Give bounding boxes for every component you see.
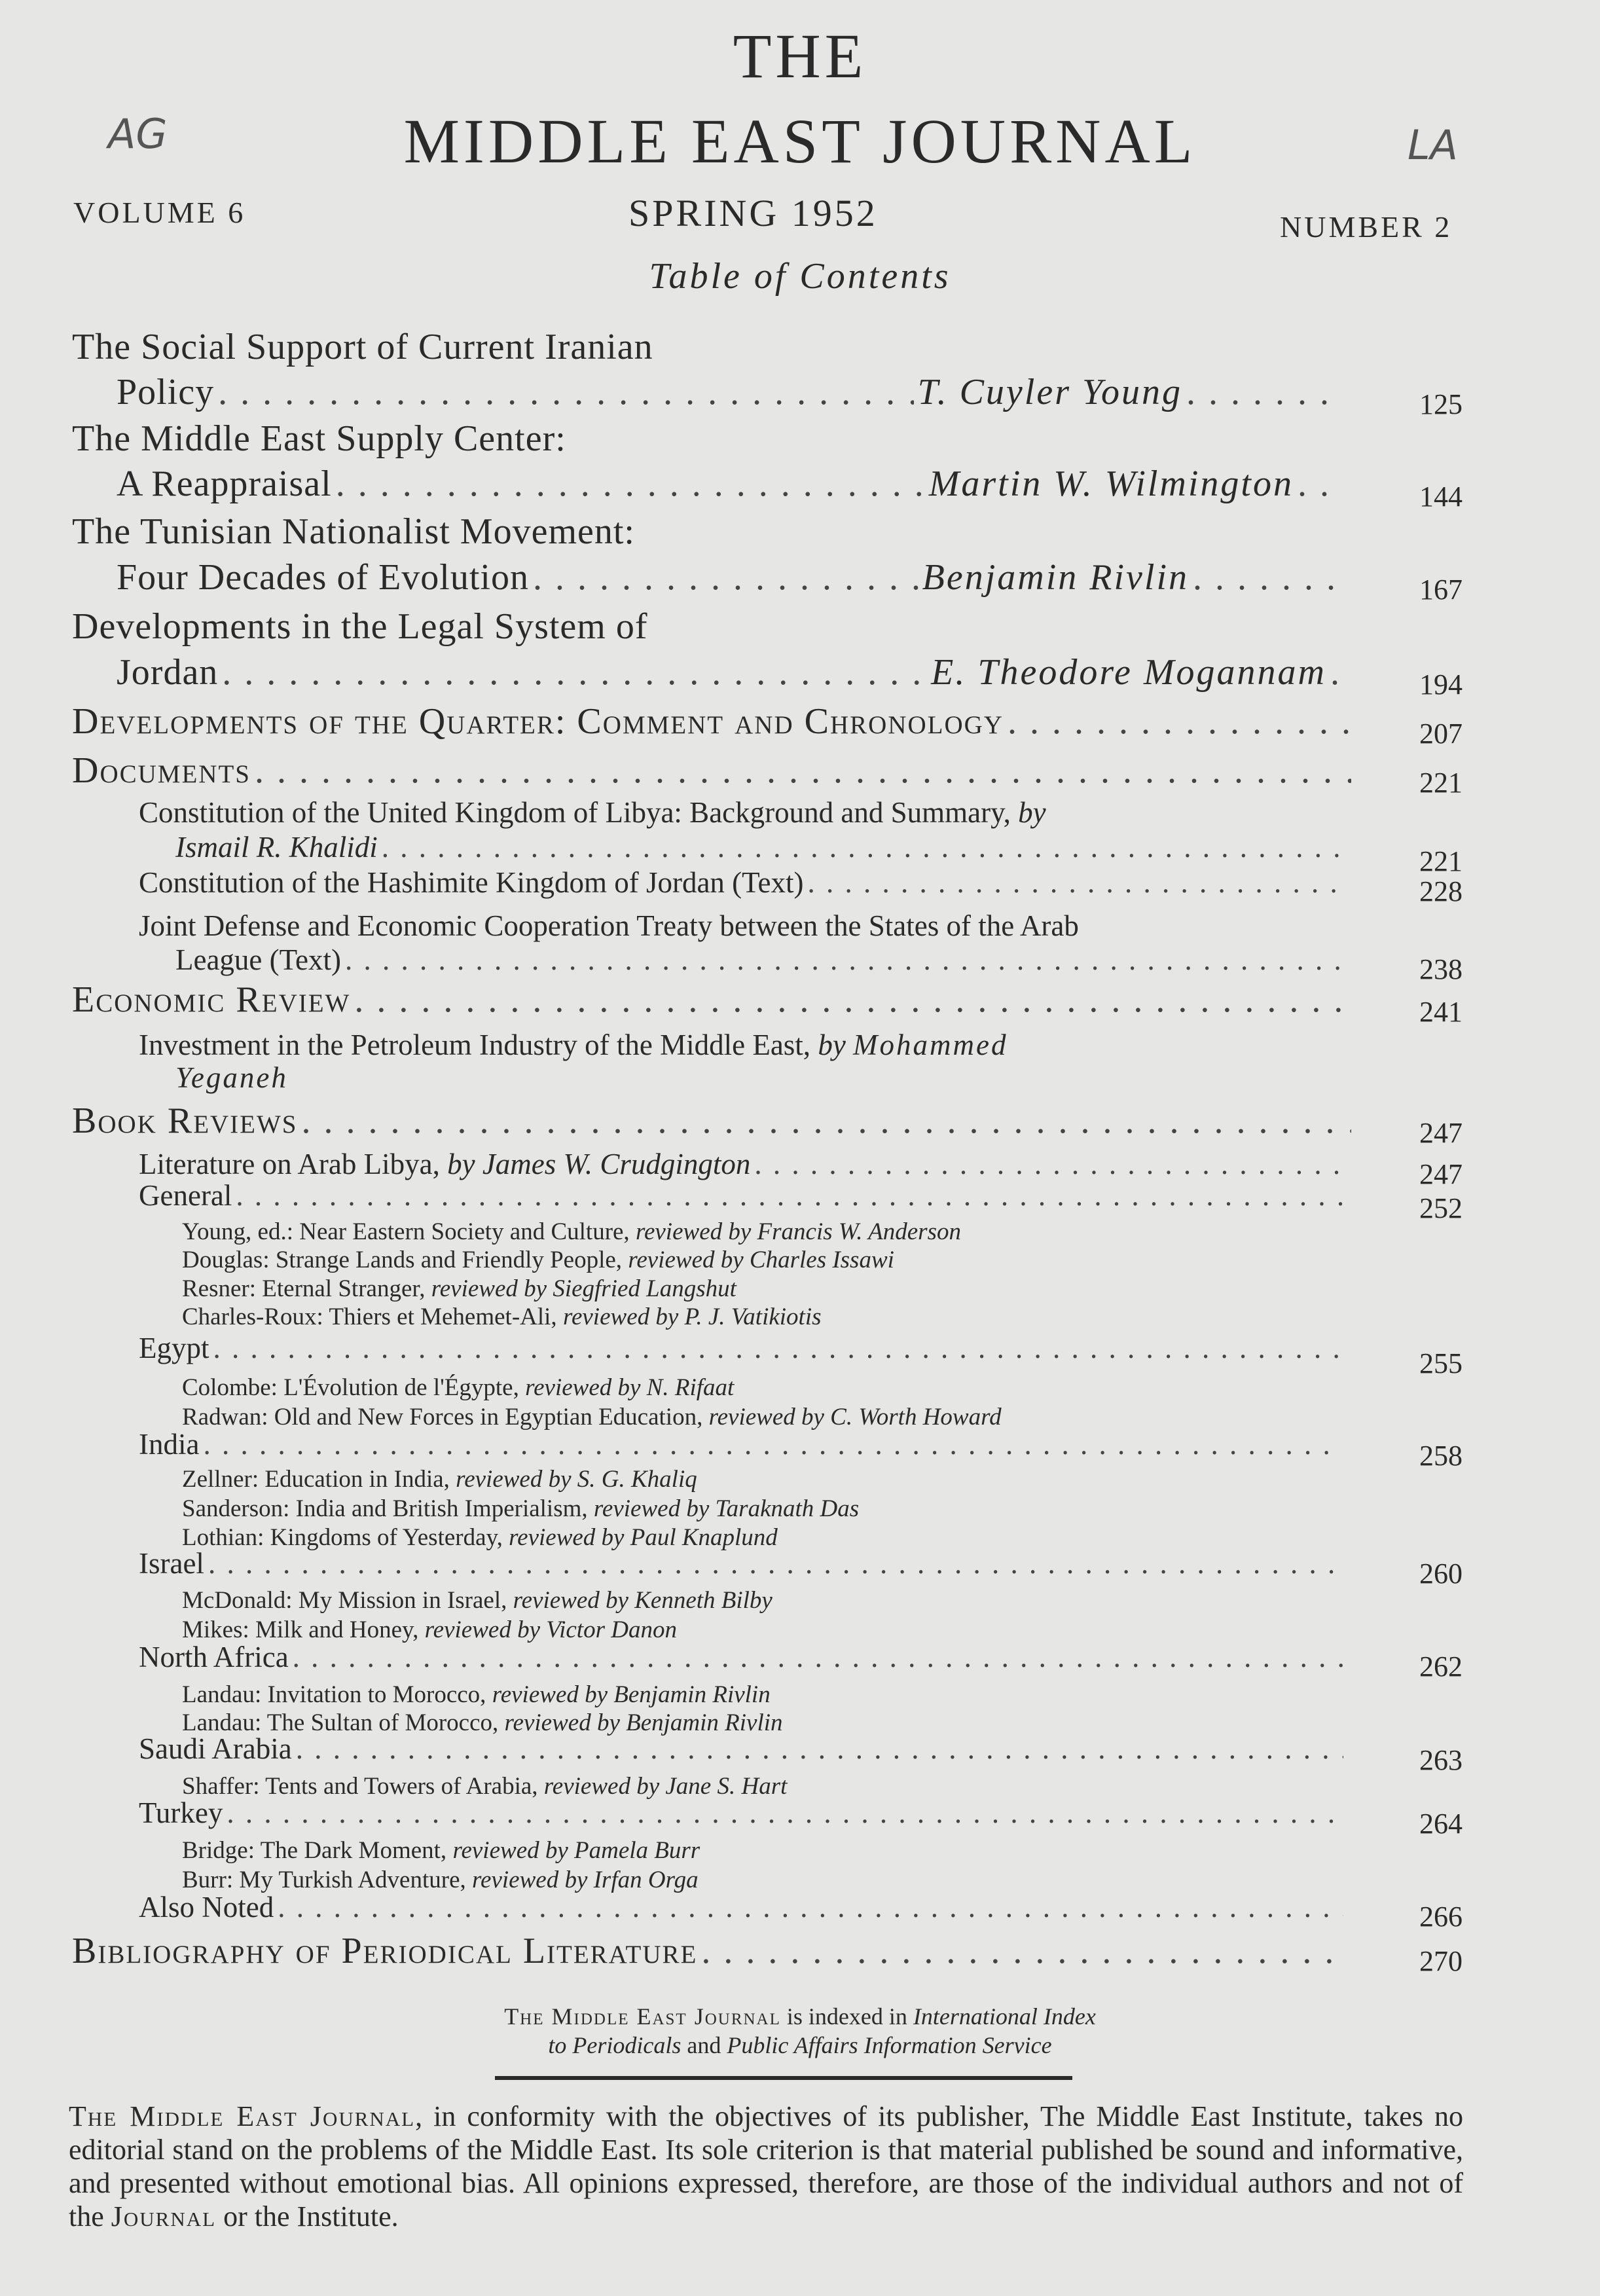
masthead-the: THE	[733, 21, 867, 91]
review-text: Bridge: The Dark Moment,	[182, 1837, 447, 1864]
article-1-author: T. Cuyler Young	[917, 372, 1182, 412]
leader-dots	[213, 1331, 1344, 1365]
documents-item-3-line1: Joint Defense and Economic Cooperation Treaty between the States of the Arab	[139, 909, 1079, 942]
group-turkey-page: 264	[1419, 1808, 1463, 1840]
group-saudi-arabia-name: Saudi Arabia	[139, 1732, 292, 1765]
review-text: Shaffer: Tents and Towers of Arabia,	[182, 1773, 538, 1800]
review-item	[182, 1495, 859, 1523]
toc-heading: Table of Contents	[649, 256, 951, 297]
documents-item-3-line2: League (Text)	[175, 943, 341, 976]
leader-dots	[208, 1546, 1343, 1580]
documents-item-1-text: Constitution of the United Kingdom of Libya: Background and Summary,	[139, 796, 1011, 829]
index-note-journal: The Middle East Journal	[504, 2003, 781, 2030]
group-egypt-row	[139, 1331, 1347, 1365]
review-item	[182, 1275, 736, 1303]
leader-dots	[354, 979, 1351, 1021]
review-text: Young, ed.: Near Eastern Society and Culture,	[182, 1218, 630, 1245]
leader-dots	[236, 1178, 1343, 1212]
group-israel-name: Israel	[139, 1547, 204, 1580]
review-text: Resner: Eternal Stranger,	[182, 1275, 426, 1302]
index-note-index1: International Index	[913, 2003, 1096, 2030]
economic-item-by: by	[818, 1029, 846, 1061]
literature-row	[139, 1147, 1347, 1181]
developments-page: 207	[1419, 718, 1463, 750]
review-item	[182, 1586, 773, 1614]
economic-item-line1	[139, 1028, 1008, 1062]
documents-page: 221	[1419, 767, 1463, 799]
leader-dots	[382, 830, 1343, 864]
reviewer: reviewed by Victor Danon	[424, 1616, 677, 1643]
review-text: Mikes: Milk and Honey,	[182, 1616, 419, 1643]
leader-dots	[203, 1427, 1343, 1461]
leader-dots	[278, 1890, 1343, 1924]
review-text: Zellner: Education in India,	[182, 1466, 450, 1493]
documents-row	[72, 750, 1355, 792]
article-1-page: 125	[1419, 388, 1463, 420]
group-israel-row	[139, 1546, 1347, 1580]
group-india-page: 258	[1419, 1440, 1463, 1472]
review-item	[182, 1465, 697, 1493]
leader-dots	[1193, 556, 1343, 598]
documents-item-1-page: 221	[1419, 845, 1463, 877]
article-4-row	[117, 651, 1347, 693]
issue-date: SPRING 1952	[628, 192, 878, 234]
index-note-index3: Public Affairs Information Service	[727, 2032, 1052, 2058]
leader-dots	[701, 1930, 1332, 1972]
reviewer: reviewed by Siegfried Langshut	[431, 1275, 736, 1302]
literature-text: Literature on Arab Libya,	[139, 1148, 440, 1180]
disclaimer-paragraph	[69, 2100, 1463, 2233]
index-note	[0, 2002, 1600, 2060]
reviewer: reviewed by C. Worth Howard	[708, 1404, 1002, 1430]
reviewer: reviewed by Francis W. Anderson	[635, 1218, 961, 1245]
group-north-africa-name: North Africa	[139, 1641, 289, 1673]
group-india-row	[139, 1427, 1347, 1461]
group-saudi-arabia-row	[139, 1732, 1347, 1766]
reviewer: reviewed by Jane S. Hart	[543, 1773, 788, 1800]
leader-dots	[302, 1100, 1352, 1142]
index-note-index2: to Periodicals	[548, 2032, 682, 2058]
books-title: Book Reviews	[72, 1101, 298, 1141]
economic-item-author: Mohammed	[853, 1029, 1008, 1061]
article-3-author: Benjamin Rivlin	[922, 557, 1189, 598]
leader-dots	[293, 1640, 1343, 1674]
review-text: Landau: Invitation to Morocco,	[182, 1681, 486, 1708]
group-also-noted-page: 266	[1419, 1901, 1463, 1933]
books-page: 247	[1419, 1117, 1463, 1149]
group-north-africa-row	[139, 1640, 1347, 1674]
leader-dots	[1298, 463, 1343, 505]
review-text: Charles-Roux: Thiers et Mehemet-Ali,	[182, 1303, 557, 1330]
disclaimer-end: or the Institute.	[223, 2200, 399, 2232]
leader-dots	[533, 556, 918, 598]
article-1-row	[117, 371, 1347, 413]
article-4-title-line1: Developments in the Legal System of	[72, 606, 648, 647]
documents-item-1-by: by	[1018, 796, 1046, 829]
leader-dots	[807, 866, 1343, 900]
review-text: Burr: My Turkish Adventure,	[182, 1867, 466, 1893]
economic-row	[72, 979, 1355, 1021]
number-label: NUMBER 2	[1280, 210, 1453, 244]
disclaimer-body: , in conformity with the objectives of its publisher, The Middle East Institute, takes no editorial stand on the problems of the Middle East. Its sole criterion is that material published be sound and informative, and presented without emotional bias. All opinions expressed, therefore, are those of the individual authors and not of the	[69, 2100, 1463, 2232]
divider-rule	[495, 2076, 1072, 2080]
reviewer: reviewed by Taraknath Das	[593, 1495, 860, 1522]
bibliography-title: Bibliography of Periodical Literature	[72, 1931, 698, 1971]
reviewer: reviewed by Benjamin Rivlin	[504, 1709, 783, 1736]
leader-dots	[345, 943, 1343, 977]
article-2-row	[117, 463, 1347, 505]
reviewer: reviewed by Irfan Orga	[472, 1867, 699, 1893]
group-turkey-name: Turkey	[139, 1796, 223, 1829]
group-north-africa-page: 262	[1419, 1650, 1463, 1683]
review-text: Colombe: L'Évolution de l'Égypte,	[182, 1374, 519, 1401]
developments-row	[72, 701, 1355, 742]
group-also-noted-name: Also Noted	[139, 1891, 274, 1923]
books-row	[72, 1100, 1355, 1142]
leader-dots	[1008, 701, 1351, 742]
handwritten-mark-right: LA	[1408, 121, 1458, 169]
documents-item-1-line1	[139, 795, 1046, 829]
literature-page: 247	[1419, 1158, 1463, 1190]
group-saudi-arabia-page: 263	[1419, 1744, 1463, 1776]
article-2-title-line1: The Middle East Supply Center:	[72, 418, 566, 459]
volume-label: VOLUME 6	[73, 196, 246, 229]
review-item	[182, 1218, 961, 1246]
leader-dots	[255, 750, 1351, 792]
leader-dots	[222, 651, 927, 693]
disclaimer-journal-short: Journal	[111, 2200, 217, 2232]
bibliography-row	[72, 1930, 1336, 1972]
article-4-title-line2: Jordan	[117, 652, 219, 693]
article-3-row	[117, 556, 1347, 598]
reviewer: reviewed by Kenneth Bilby	[513, 1587, 773, 1614]
review-text: Radwan: Old and New Forces in Egyptian Education,	[182, 1404, 703, 1430]
article-2-title-line2: A Reappraisal	[117, 464, 332, 504]
reviewer: reviewed by Charles Issawi	[628, 1247, 894, 1273]
journal-title: MIDDLE EAST JOURNAL	[403, 106, 1197, 176]
reviewer: reviewed by Paul Knaplund	[509, 1524, 778, 1551]
leader-dots	[1186, 371, 1343, 413]
review-item	[182, 1303, 822, 1331]
article-1-title-line1: The Social Support of Current Iranian	[72, 327, 653, 367]
review-text: McDonald: My Mission in Israel,	[182, 1587, 507, 1614]
index-note-and: and	[687, 2032, 721, 2058]
reviewer: reviewed by Pamela Burr	[452, 1837, 700, 1864]
group-egypt-name: Egypt	[139, 1332, 209, 1364]
group-also-noted-row	[139, 1890, 1347, 1924]
article-1-title-line2: Policy	[117, 372, 215, 412]
review-item	[182, 1836, 700, 1865]
literature-author: James W. Crudgington	[482, 1148, 751, 1180]
leader-dots	[1330, 651, 1343, 693]
reviewer: reviewed by S. G. Khaliq	[456, 1466, 697, 1493]
leader-dots	[754, 1147, 1343, 1181]
article-3-title-line2: Four Decades of Evolution	[117, 557, 529, 598]
economic-title: Economic Review	[72, 979, 351, 1020]
article-3-page: 167	[1419, 574, 1463, 606]
article-2-author: Martin W. Wilmington	[928, 464, 1294, 504]
group-turkey-row	[139, 1796, 1347, 1830]
group-general-page: 252	[1419, 1192, 1463, 1224]
review-item	[182, 1246, 894, 1274]
economic-item-author-line2: Yeganeh	[175, 1061, 288, 1094]
documents-item-2-page: 228	[1419, 875, 1463, 907]
review-text: Landau: The Sultan of Morocco,	[182, 1709, 499, 1736]
leader-dots	[227, 1796, 1343, 1830]
reviewer: reviewed by Benjamin Rivlin	[492, 1681, 771, 1708]
handwritten-mark-left: AG	[108, 110, 168, 158]
article-2-page: 144	[1419, 481, 1463, 513]
review-text: Sanderson: India and British Imperialism,	[182, 1495, 588, 1522]
article-4-author: E. Theodore Mogannam	[931, 652, 1326, 693]
review-text: Douglas: Strange Lands and Friendly People,	[182, 1247, 623, 1273]
leader-dots	[336, 463, 925, 505]
developments-title: Developments of the Quarter: Comment and Chronology	[72, 701, 1004, 742]
review-text: Lothian: Kingdoms of Yesterday,	[182, 1524, 503, 1551]
group-india-name: India	[139, 1428, 200, 1461]
documents-item-2-text: Constitution of the Hashimite Kingdom of Jordan (Text)	[139, 866, 804, 899]
group-israel-page: 260	[1419, 1558, 1463, 1590]
literature-by: by	[447, 1148, 475, 1180]
documents-title: Documents	[72, 750, 251, 791]
reviewer: reviewed by P. J. Vatikiotis	[562, 1303, 822, 1330]
bibliography-page: 270	[1419, 1945, 1463, 1977]
documents-item-3-page: 238	[1419, 953, 1463, 985]
article-4-page: 194	[1419, 668, 1463, 701]
leader-dots	[218, 371, 913, 413]
article-3-title-line1: The Tunisian Nationalist Movement:	[72, 511, 635, 552]
economic-page: 241	[1419, 996, 1463, 1028]
review-item	[182, 1681, 771, 1709]
group-egypt-page: 255	[1419, 1347, 1463, 1379]
group-general-row	[139, 1178, 1347, 1212]
documents-item-2-row	[139, 866, 1347, 900]
reviewer: reviewed by N. Rifaat	[525, 1374, 735, 1401]
documents-item-1-author: Ismail R. Khalidi	[175, 831, 378, 864]
documents-item-3-row	[175, 943, 1347, 977]
leader-dots	[296, 1732, 1343, 1766]
disclaimer-journal: The Middle East Journal	[69, 2100, 416, 2132]
review-item	[182, 1374, 734, 1402]
documents-item-1-row	[175, 830, 1347, 864]
group-general-name: General	[139, 1179, 232, 1212]
economic-item-text: Investment in the Petroleum Industry of the Middle East,	[139, 1029, 811, 1061]
index-note-text: is indexed in	[786, 2003, 907, 2030]
